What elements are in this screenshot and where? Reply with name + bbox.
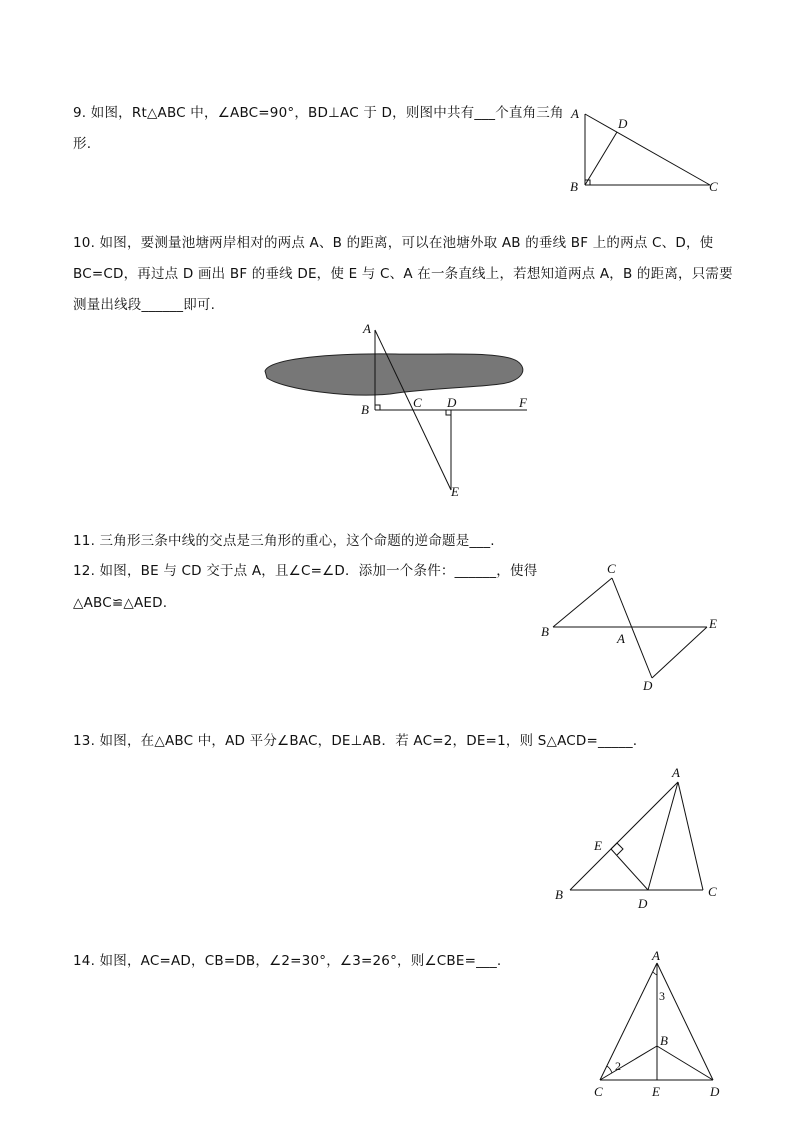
p10-label-b: B [361, 402, 369, 417]
p13-label-d: D [638, 896, 648, 911]
p12-label-c: C [607, 561, 616, 576]
p10-label-a: A [363, 321, 371, 336]
p13-label-a: A [672, 765, 680, 780]
problem-12-figure [535, 558, 725, 698]
problem-10-figure [255, 318, 545, 503]
p10-label-f: F [519, 395, 527, 410]
p14-angle-3: 3 [659, 989, 665, 1003]
p9-label-a: A [571, 106, 579, 121]
p12-label-a: A [617, 631, 625, 646]
pond-shape [265, 354, 523, 395]
p14-label-a: A [652, 948, 660, 963]
p13-label-b: B [555, 887, 563, 902]
p9-label-c: C [709, 179, 718, 194]
p13-label-c: C [708, 884, 717, 899]
p12-label-d: D [643, 678, 653, 693]
p14-label-c: C [594, 1084, 603, 1099]
p12-label-e: E [709, 616, 717, 631]
problem-10-text-line3: 测量出线段______即可. [73, 297, 216, 313]
problem-11-text-line1: 11. 三角形三条中线的交点是三角形的重心，这个命题的逆命题是___. [73, 533, 495, 549]
problem-12-text-line1: 12. 如图，BE 与 CD 交于点 A，且∠C=∠D．添加一个条件：______，使得 [73, 563, 538, 579]
p14-label-e: E [652, 1084, 660, 1099]
p9-label-d: D [618, 116, 628, 131]
problem-12-text-line2: △ABC≌△AED. [73, 595, 168, 611]
p10-label-d: D [447, 395, 457, 410]
problem-14-text-line1: 14. 如图，AC=AD，CB=DB，∠2=30°，∠3=26°，则∠CBE=___. [73, 953, 502, 969]
p13-label-e: E [594, 838, 602, 853]
problem-9-text-line2: 形. [73, 136, 92, 152]
p14-label-d: D [710, 1084, 720, 1099]
problem-9-figure [560, 100, 730, 200]
problem-13-text-line1: 13. 如图，在△ABC 中，AD 平分∠BAC，DE⊥AB．若 AC=2，DE=1，则 S△ACD=_____. [73, 733, 638, 749]
problem-9-text-line1: 9. 如图，Rt△ABC 中，∠ABC=90°，BD⊥AC 于 D，则图中共有___个直角三角 [73, 105, 564, 121]
problem-10-text-line1: 10. 如图，要测量池塘两岸相对的两点 A、B 的距离，可以在池塘外取 AB 的垂线 BF 上的两点 C、D，使 [73, 235, 714, 251]
p9-label-b: B [570, 179, 578, 194]
p14-label-b: B [660, 1033, 668, 1048]
problem-14-figure [585, 948, 730, 1103]
p12-label-b: B [541, 624, 549, 639]
p14-angle-2: 2 [615, 1059, 621, 1073]
p10-label-c: C [413, 395, 422, 410]
p10-label-e: E [451, 484, 459, 499]
problem-13-figure [545, 760, 730, 915]
problem-10-text-line2: BC=CD，再过点 D 画出 BF 的垂线 DE，使 E 与 C、A 在一条直线上，若想知道两点 A，B 的距离，只需要 [73, 266, 733, 282]
